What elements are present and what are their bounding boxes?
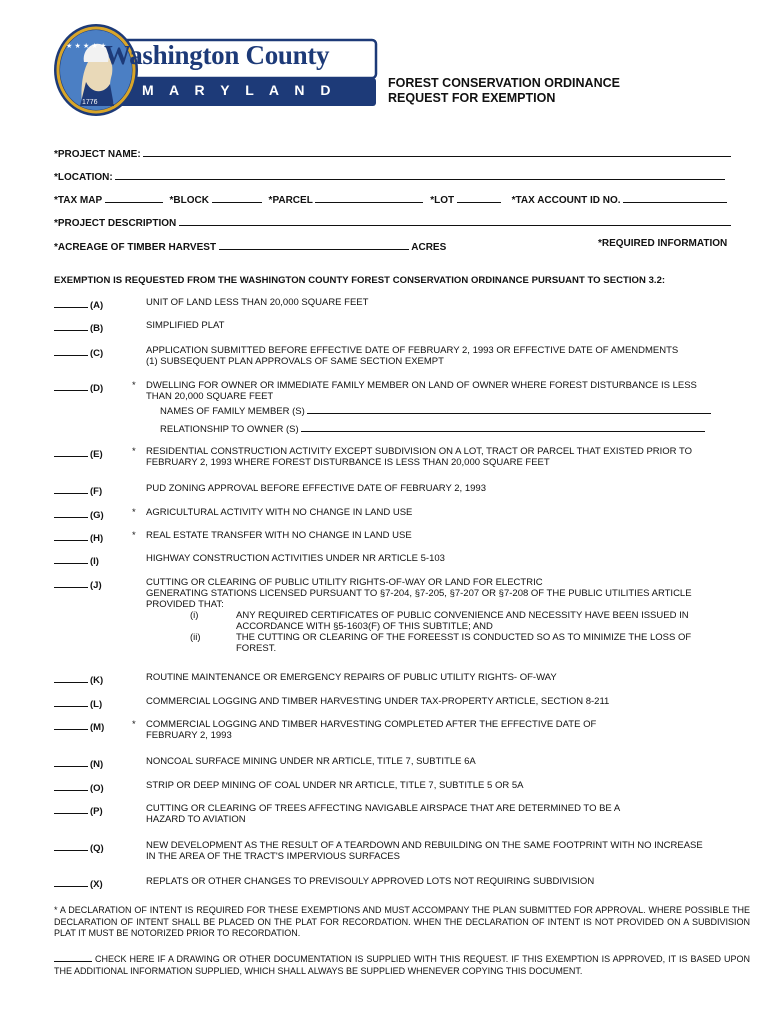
lot-label: *LOT [430,195,455,206]
item-line: STRIP OR DEEP MINING OF COAL UNDER NR ARTICLE, TITLE 7, SUBTITLE 5 OR 5A [146,780,524,791]
project-name-field[interactable] [143,145,731,157]
item-line: APPLICATION SUBMITTED BEFORE EFFECTIVE DATE OF FEBRUARY 2, 1993 OR EFFECTIVE DATE OF AMENDMENTS [146,345,679,356]
item-line: (1) SUBSEQUENT PLAN APPROVALS OF SAME SECTION EXEMPT [146,356,444,367]
item-code: (P) [90,806,103,817]
exemption-item-n [54,756,754,770]
item-text [146,446,746,468]
exemption-item-c [54,345,754,367]
relationship-label: RELATIONSHIP TO OWNER (S) [160,424,299,435]
item-code: (I) [90,556,99,567]
item-text [146,530,746,541]
exemption-item-l [54,696,754,710]
subitem-text [236,632,756,654]
exemption-item-a [54,297,754,311]
item-check-blank[interactable] [54,696,88,707]
item-code: (A) [90,300,104,311]
exemption-item-x [54,876,754,890]
tax-map-field[interactable] [105,191,163,203]
item-line: FEBRUARY 2, 1993 WHERE FOREST DISTURBANCE IS LESS THAN 20,000 SQUARE FEET [146,457,550,468]
project-description-field[interactable] [179,214,731,226]
item-check-blank[interactable] [54,507,88,518]
logo-year: 1776 [82,99,98,106]
exemption-item-d [54,380,754,435]
item-line: UNIT OF LAND LESS THAN 20,000 SQUARE FEET [146,297,369,308]
subitem-line: FOREST. [236,643,277,654]
documentation-check-row [54,952,750,977]
block-field[interactable] [212,191,262,203]
item-text [146,780,746,791]
item-check-blank[interactable] [54,780,88,791]
item-text [146,297,746,308]
item-line: FEBRUARY 2, 1993 [146,730,232,741]
tax-account-field[interactable] [623,191,727,203]
item-line: CUTTING OR CLEARING OF TREES AFFECTING NAVIGABLE AIRSPACE THAT ARE DETERMINED TO BE A [146,803,621,814]
item-line: PUD ZONING APPROVAL BEFORE EFFECTIVE DATE OF FEBRUARY 2, 1993 [146,483,486,494]
item-line: AGRICULTURAL ACTIVITY WITH NO CHANGE IN LAND USE [146,507,413,518]
documentation-check-blank[interactable] [54,952,92,962]
item-code: (O) [90,783,104,794]
item-check-blank[interactable] [54,530,88,541]
item-check-blank[interactable] [54,345,88,356]
item-check-blank[interactable] [54,577,88,588]
item-line: THAN 20,000 SQUARE FEET [146,391,274,402]
item-code: (M) [90,722,105,733]
county-logo [52,22,378,120]
item-text [146,719,746,741]
subitem-line: ANY REQUIRED CERTIFICATES OF PUBLIC CONVENIENCE AND NECESSITY HAVE BEEN ISSUED IN [236,610,689,621]
tax-map-label: *TAX MAP [54,195,102,206]
subitem-ii [146,632,746,654]
item-line: COMMERCIAL LOGGING AND TIMBER HARVESTING UNDER TAX-PROPERTY ARTICLE, SECTION 8-211 [146,696,610,707]
location-row [54,168,725,183]
declaration-star: * [132,530,136,541]
family-member-names-label: NAMES OF FAMILY MEMBER (S) [160,406,305,417]
item-text [146,756,746,767]
item-line: SIMPLIFIED PLAT [146,320,225,331]
item-text [146,840,746,862]
item-line: HAZARD TO AVIATION [146,814,246,825]
item-check-blank[interactable] [54,756,88,767]
item-text [146,553,746,564]
tax-account-label: *TAX ACCOUNT ID NO. [511,195,621,206]
item-check-blank[interactable] [54,876,88,887]
acreage-field[interactable] [219,238,409,250]
required-info-note: *REQUIRED INFORMATION [598,238,728,249]
item-code: (N) [90,759,104,770]
documentation-check-text: CHECK HERE IF A DRAWING OR OTHER DOCUMENTATION IS SUPPLIED WITH THIS REQUEST. IF THIS EXEMPTION IS APPROVED, IT IS BASED UPON THE ADDITIONAL INFORMATION SUPPLIED, WHICH SHALL ALWAYS BE SUPPLIED WHENEVER COPYING THIS DOCUMENT. [54,954,750,976]
project-description-label: *PROJECT DESCRIPTION [54,218,177,229]
item-code: (Q) [90,843,104,854]
exemption-item-f [54,483,754,497]
project-name-row [54,145,731,160]
item-code: (E) [90,449,103,460]
item-line: HIGHWAY CONSTRUCTION ACTIVITIES UNDER NR ARTICLE 5-103 [146,553,445,564]
parcel-label: *PARCEL [268,195,313,206]
exemption-item-b [54,320,754,334]
exemption-item-j [54,577,754,654]
parcel-field[interactable] [315,191,423,203]
tax-row [54,191,727,206]
subitem-text [236,610,756,632]
item-line: PROVIDED THAT: [146,599,224,610]
item-text [146,380,746,402]
subitem-number: (ii) [190,632,201,643]
item-line: NONCOAL SURFACE MINING UNDER NR ARTICLE, TITLE 7, SUBTITLE 6A [146,756,476,767]
item-line: GENERATING STATIONS LICENSED PURSUANT TO §7-204, §7-205, §7-207 OR §7-208 OF THE PUBLIC UTILITIES ARTICLE [146,588,692,599]
location-field[interactable] [115,168,725,180]
exemption-intro: EXEMPTION IS REQUESTED FROM THE WASHINGTON COUNTY FOREST CONSERVATION ORDINANCE PURSUANT TO SECTION 3.2: [54,275,666,286]
item-line: IN THE AREA OF THE TRACT'S IMPERVIOUS SURFACES [146,851,400,862]
exemption-item-e [54,446,754,468]
item-line: CUTTING OR CLEARING OF PUBLIC UTILITY RIGHTS-OF-WAY OR LAND FOR ELECTRIC [146,577,543,588]
item-check-blank[interactable] [54,672,88,683]
subitem-line: THE CUTTING OR CLEARING OF THE FOREESST IS CONDUCTED SO AS TO MINIMIZE THE LOSS OF [236,632,692,643]
declaration-star: * [132,446,136,457]
relationship-field[interactable] [301,422,705,432]
item-check-blank[interactable] [54,719,88,730]
item-line: RESIDENTIAL CONSTRUCTION ACTIVITY EXCEPT SUBDIVISION ON A LOT, TRACT OR PARCEL THAT EXISTED PRIOR TO [146,446,693,457]
item-check-blank[interactable] [54,380,88,391]
item-text [146,803,746,825]
item-text [146,577,746,654]
acreage-row [54,238,446,253]
item-text [146,320,746,331]
item-line: COMMERCIAL LOGGING AND TIMBER HARVESTING COMPLETED AFTER THE EFFECTIVE DATE OF [146,719,597,730]
exemption-item-m [54,719,754,741]
exemption-item-g [54,507,754,521]
declaration-star: * [132,507,136,518]
acres-label: ACRES [411,242,447,253]
item-code: (D) [90,383,104,394]
logo-state-name: M A R Y L A N D [142,82,337,98]
item-text [146,672,746,683]
exemption-item-o [54,780,754,794]
exemption-item-p [54,803,754,825]
item-code: (H) [90,533,104,544]
exemption-item-h [54,530,754,544]
item-code: (X) [90,879,103,890]
declaration-star: * [132,380,136,391]
item-line: REAL ESTATE TRANSFER WITH NO CHANGE IN LAND USE [146,530,412,541]
lot-field[interactable] [457,191,501,203]
item-line: REPLATS OR OTHER CHANGES TO PREVISOULY APPROVED LOTS NOT REQUIRING SUBDIVISION [146,876,595,887]
exemption-item-i [54,553,754,567]
declaration-footnote: * A DECLARATION OF INTENT IS REQUIRED FOR THESE EXEMPTIONS AND MUST ACCOMPANY THE PLAN SUBMITTED FOR APPROVAL. WHERE POSSIBLE THE DECLARATION OF INTENT SHALL BE PLACED ON THE PLAT FOR RECORDATION. WHEN THE DECLARATION OF INTENT IS NOT PROVIDED ON A SUBDIVISION PLAT IT MUST BE NOTORIZED PRIOR TO RECORDATION. [54,905,750,938]
logo-county-name: Washington County [104,40,330,70]
item-code: (F) [90,486,103,497]
block-label: *BLOCK [169,195,209,206]
item-check-blank[interactable] [54,553,88,564]
location-label: *LOCATION: [54,172,113,183]
item-text [146,696,746,707]
item-code: (B) [90,323,104,334]
item-code: (J) [90,580,102,591]
item-check-blank[interactable] [54,297,88,308]
form-title-line2: REQUEST FOR EXEMPTION [388,91,556,105]
item-code: (K) [90,675,104,686]
item-text [146,345,746,367]
exemption-item-q [54,840,754,862]
form-title [388,76,620,106]
item-text [146,483,746,494]
project-description-row [54,214,731,229]
family-member-names-field[interactable] [307,404,711,414]
project-name-label: *PROJECT NAME: [54,149,141,160]
family-member-names-row [160,404,711,417]
subitem-i [146,610,746,632]
item-line: NEW DEVELOPMENT AS THE RESULT OF A TEARDOWN AND REBUILDING ON THE SAME FOOTPRINT WITH NO INCREASE [146,840,703,851]
item-code: (L) [90,699,103,710]
svg-text:★ ★ ★ ★ ★: ★ ★ ★ ★ ★ [66,42,107,50]
exemption-item-k [54,672,754,686]
item-check-blank[interactable] [54,483,88,494]
declaration-star: * [132,719,136,730]
form-title-line1: FOREST CONSERVATION ORDINANCE [388,76,620,90]
item-text [146,876,746,887]
item-check-blank[interactable] [54,446,88,457]
item-code: (G) [90,510,104,521]
item-text [146,507,746,518]
subitem-line: ACCORDANCE WITH §5-1603(F) OF THIS SUBTITLE; AND [236,621,493,632]
item-line: ROUTINE MAINTENANCE OR EMERGENCY REPAIRS OF PUBLIC UTILITY RIGHTS- OF-WAY [146,672,557,683]
acreage-label: *ACREAGE OF TIMBER HARVEST [54,242,217,253]
item-code: (C) [90,348,104,359]
item-check-blank[interactable] [54,840,88,851]
item-line: DWELLING FOR OWNER OR IMMEDIATE FAMILY MEMBER ON LAND OF OWNER WHERE FOREST DISTURBANCE IS LESS [146,380,697,391]
item-check-blank[interactable] [54,803,88,814]
subitem-number: (i) [190,610,199,621]
item-check-blank[interactable] [54,320,88,331]
relationship-row [160,422,705,435]
